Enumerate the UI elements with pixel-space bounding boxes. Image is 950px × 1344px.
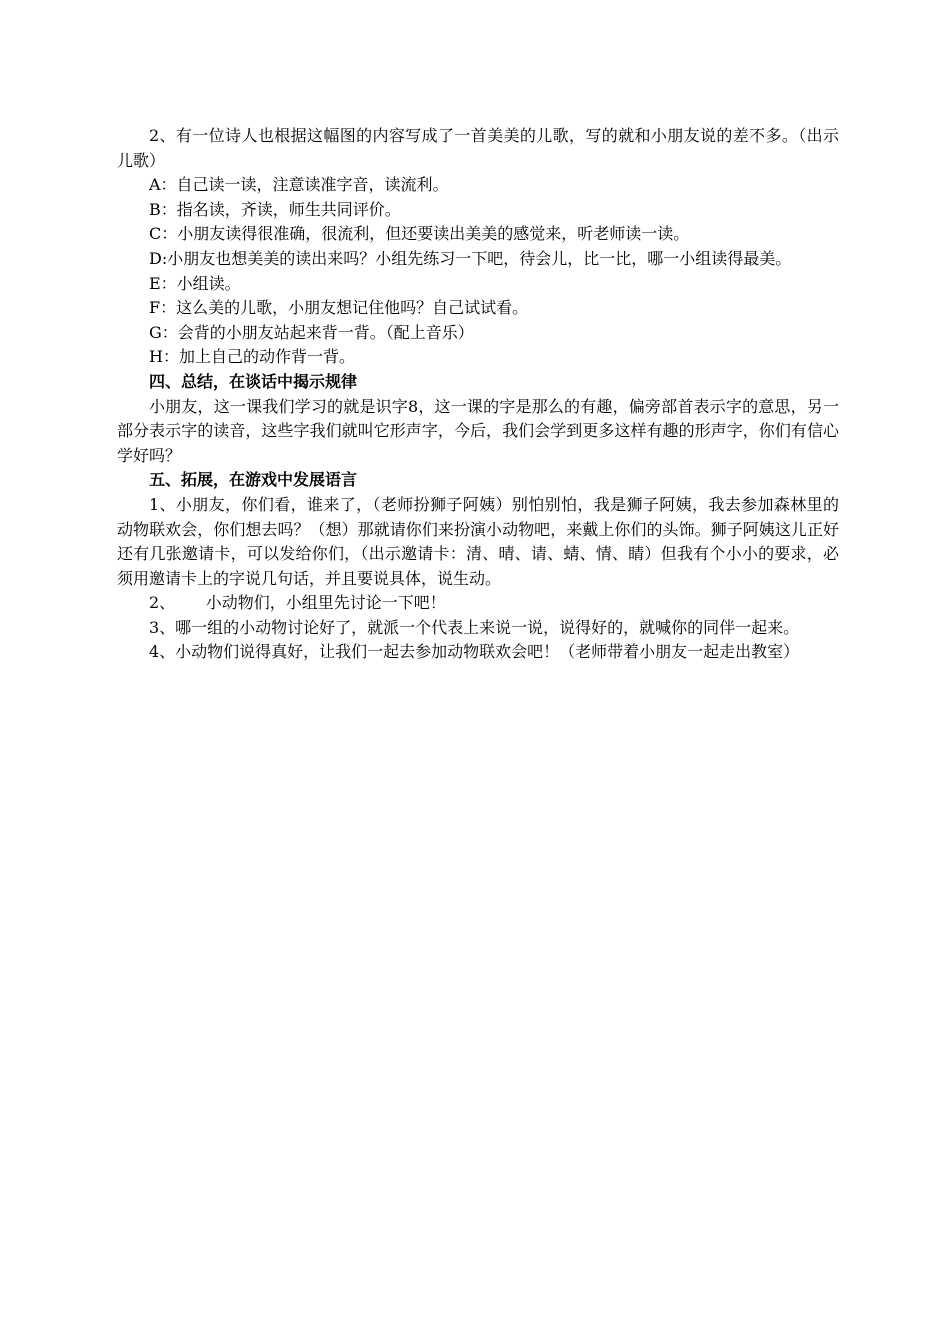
paragraph-extension-1: 1、小朋友，你们看，谁来了，（老师扮狮子阿姨）别怕别怕，我是狮子阿姨，我去参加森林里的动物联欢会，你们想去吗？（想）那就请你们来扮演小动物吧，来戴上你们的头饰。狮子阿姨这儿正好还有几张邀请卡，可以发给你们，（出示邀请卡：清、晴、请、蜻、情、睛）但我有个小小的要求，必须用邀请卡上的字说几句话，并且要说具体，说生动。 (117, 494, 839, 588)
paragraph-step-g: G：会背的小朋友站起来背一背。（配上音乐） (149, 322, 474, 342)
paragraph-step-f: F：这么美的儿歌，小朋友想记住他吗？自己试试看。 (149, 298, 529, 318)
document-page (117, 124, 839, 665)
paragraph-summary: 小朋友，这一课我们学习的就是识字8，这一课的字是那么的有趣，偏旁部首表示字的意思，另一部分表示字的读音，这些字我们就叫它形声字，今后，我们会学到更多这样有趣的形声字，你们有信心学好吗？ (117, 396, 839, 465)
paragraph-poem-intro: 2、有一位诗人也根据这幅图的内容写成了一首美美的儿歌，写的就和小朋友说的差不多。（出示儿歌） (117, 126, 839, 170)
section-heading-summary: 四、总结，在谈话中揭示规律 (149, 371, 358, 391)
paragraph-step-e: E：小组读。 (149, 273, 241, 293)
paragraph-extension-2: 2、 小动物们，小组里先讨论一下吧！ (149, 593, 446, 613)
paragraph-step-a: A：自己读一读，注意读准字音，读流利。 (149, 175, 449, 195)
paragraph-step-h: H：加上自己的动作背一背。 (149, 347, 355, 367)
paragraph-extension-3: 3、哪一组的小动物讨论好了，就派一个代表上来说一说，说得好的，就喊你的同伴一起来。 (149, 617, 800, 637)
paragraph-step-d: D:小朋友也想美美的读出来吗？小组先练习一下吧，待会儿，比一比，哪一小组读得最美。 (149, 248, 792, 268)
paragraph-step-c: C：小朋友读得很准确，很流利，但还要读出美美的感觉来，听老师读一读。 (149, 224, 690, 244)
paragraph-step-b: B：指名读，齐读，师生共同评价。 (149, 199, 401, 219)
section-heading-extension: 五、拓展，在游戏中发展语言 (149, 470, 358, 490)
paragraph-extension-4: 4、小动物们说得真好，让我们一起去参加动物联欢会吧！（老师带着小朋友一起走出教室） (149, 642, 800, 662)
